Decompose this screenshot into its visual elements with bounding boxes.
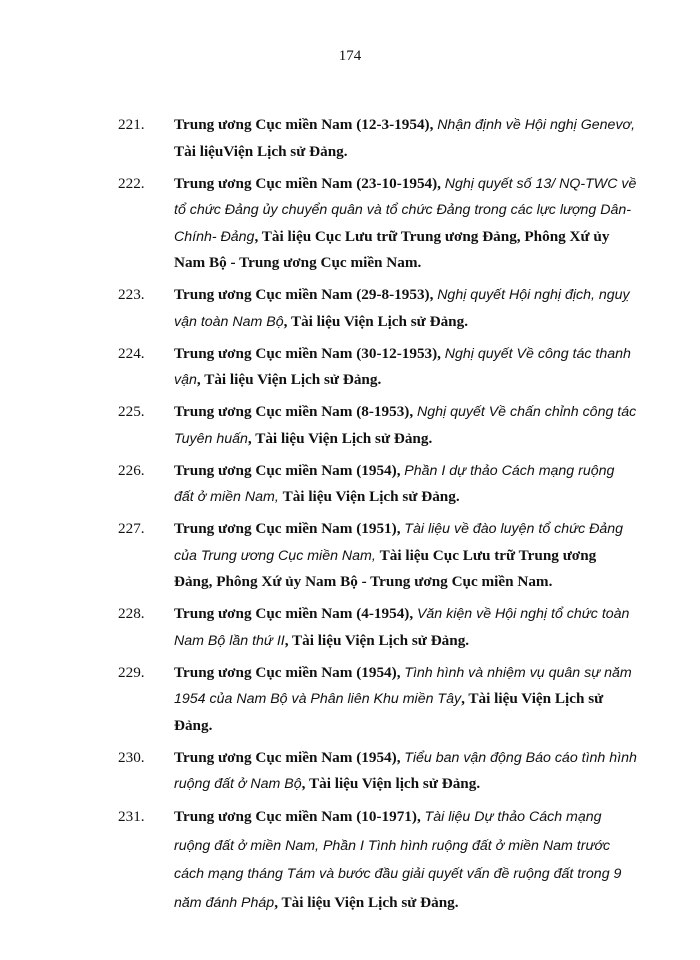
- reference-title: Nghị quyết Về công tác thanh vận: [174, 345, 631, 388]
- reference-source: Tài liệu Viện Lịch sử Đảng.: [282, 488, 460, 505]
- reference-author: Trung ương Cục miền Nam (1951),: [174, 520, 401, 537]
- reference-number: 226.: [118, 461, 145, 479]
- page-number: 174: [338, 48, 362, 64]
- reference-title: Nhận định về Hội nghị Genevơ,: [437, 117, 636, 133]
- reference-source: , Tài liệu Viện Lịch sử Đảng.: [284, 631, 470, 649]
- reference-source: , Tài liệu Viện Lịch sử Đảng.: [196, 371, 382, 388]
- reference-item: [118, 458, 638, 511]
- reference-author: Trung ương Cục miền Nam (23-10-1954),: [174, 174, 441, 192]
- reference-number: 225.: [118, 403, 145, 420]
- reference-source: Tài liệuViện Lịch sử Đảng.: [174, 142, 348, 160]
- reference-author: Trung ương Cục miền Nam (10-1971),: [174, 808, 421, 825]
- reference-list: [118, 112, 638, 923]
- reference-item: [118, 516, 638, 596]
- reference-item: [118, 282, 638, 335]
- reference-item: [118, 171, 638, 277]
- reference-author: Trung ương Cục miền Nam (30-12-1953),: [174, 344, 441, 362]
- reference-source: , Tài liệu Viện lịch sử Đảng.: [301, 775, 481, 792]
- reference-source: , Tài liệu Viện Lịch sử Đảng.: [274, 893, 459, 911]
- reference-author: Trung ương Cục miền Nam (1954),: [174, 748, 401, 766]
- reference-item: [118, 660, 638, 740]
- reference-item: [118, 112, 638, 165]
- reference-source: , Tài liệu Viện Lịch sử Đảng.: [283, 312, 468, 330]
- reference-number: 228.: [118, 605, 145, 622]
- reference-number: 231.: [118, 808, 145, 825]
- reference-title: Phần I dự thảo Cách mạng ruộng đất ở miền Nam,: [174, 462, 615, 505]
- reference-title: Tình hình và nhiệm vụ quân sự năm 1954 của Nam Bộ và Phân liên Khu miền Tây: [174, 664, 632, 707]
- reference-item: [118, 601, 638, 654]
- reference-number: 227.: [118, 520, 145, 537]
- reference-title: Nghị quyết Hội nghị địch, nguỵ vận toàn Nam Bộ: [174, 287, 630, 330]
- reference-author: Trung ương Cục miền Nam (8-1953),: [174, 403, 414, 420]
- reference-title: Văn kiện về Hội nghị tổ chức toàn Nam Bộ lần thứ II: [174, 606, 630, 649]
- reference-title: Tài liệu về đào luyện tổ chức Đảng của Trung ương Cục miền Nam,: [174, 521, 624, 564]
- reference-number: 230.: [118, 748, 145, 766]
- reference-title: Tài liệu Dự thảo Cách mạng ruộng đất ở miền Nam, Phần I Tình hình ruộng đất ở miền Nam trước cách mạng tháng Tám và bước đầu giải quyết vấn đề ruộng đất trong 9 năm đánh Pháp: [174, 809, 622, 911]
- reference-author: Trung ương Cục miền Nam (1954),: [174, 663, 401, 681]
- reference-item: [118, 803, 638, 917]
- reference-number: 221.: [118, 116, 145, 133]
- reference-number: 224.: [118, 344, 145, 362]
- reference-source: , Tài liệu Cục Lưu trữ Trung ương Đảng, Phông Xứ ủy Nam Bộ - Trung ương Cục miền Nam.: [174, 227, 610, 271]
- reference-item: [118, 745, 638, 798]
- reference-author: Trung ương Cục miền Nam (12-3-1954),: [174, 116, 434, 133]
- reference-source: , Tài liệu Viện Lịch sử Đảng.: [174, 690, 604, 734]
- reference-number: 223.: [118, 286, 145, 303]
- reference-title: Nghị quyết Về chấn chỉnh công tác Tuyên huấn: [174, 404, 637, 447]
- reference-number: 229.: [118, 663, 145, 681]
- reference-title: Nghị quyết số 13/ NQ-TWC về tổ chức Đảng ủy chuyển quân và tổ chức Đảng trong các lực lượng Dân- Chính- Đảng: [174, 175, 637, 245]
- reference-item: [118, 399, 638, 452]
- reference-author: Trung ương Cục miền Nam (1954),: [174, 461, 401, 479]
- reference-source: Tài liệu Cục Lưu trữ Trung ương Đảng, Phông Xứ ủy Nam Bộ - Trung ương Cục miền Nam.: [174, 546, 597, 590]
- reference-author: Trung ương Cục miền Nam (29-8-1953),: [174, 286, 434, 303]
- reference-source: , Tài liệu Viện Lịch sử Đảng.: [247, 429, 433, 447]
- reference-item: [118, 341, 638, 394]
- reference-title: Tiểu ban vận động Báo cáo tình hình ruộng đất ở Nam Bộ: [174, 749, 637, 792]
- reference-number: 222.: [118, 174, 145, 192]
- reference-author: Trung ương Cục miền Nam (4-1954),: [174, 605, 414, 622]
